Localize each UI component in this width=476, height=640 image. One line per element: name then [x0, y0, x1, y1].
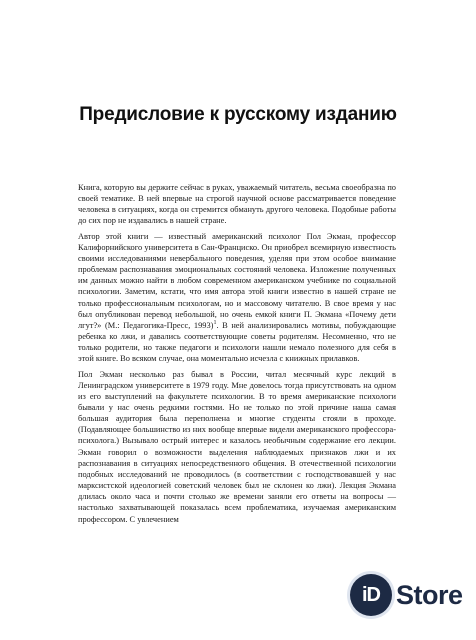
paragraph-2 — [78, 231, 396, 365]
paragraph-3: Пол Экман несколько раз бывал в России, читал месячный курс лекций в Ленинградском университете в 1979 году. Мне довелось тогда присутствовать на одном из его выступлений на факультете психологии. В то время американские психологи бывали у нас очень редкими гостями. Но не только по этой причине наша самая большая аудитория была переполнена и многие студенты стояли в проходе. (Подавляющее большинство из них вообще впервые видели американского профессора-психолога.) Вызывало острый интерес и казалось необычным содержание его лекции. Экман говорил о возможности выделения наблюдаемых признаков лжи и их распознавания в ситуациях непосредственного общения. В отечественной психологии подобных исследований не проводилось (в соответствии с господствовавшей у нас марксистской идеологией советский человек был не склонен ко лжи). Лекция Экмана длилась около часа и почти столько же времени заняли его ответы на вопросы — настолько захватывающей показалась всем проблематика, изучаемая американским профессором. С увлечением — [78, 369, 396, 524]
logo-wordmark: Store — [396, 579, 463, 610]
body-text — [78, 182, 396, 529]
paragraph-1: Книга, которую вы держите сейчас в руках, уважаемый читатель, весьма своеобразна по своей тематике. В ней впервые на строгой научной основе рассматривается поведение человека в ситуациях, когда он стремится обмануть другого человека. Подобные работы до сих пор не издавались в нашей стране. — [78, 183, 396, 226]
logo-badge: iD — [350, 574, 392, 616]
footnote-mark: 1 — [213, 320, 217, 327]
paragraph-2-text: Автор этой книги — известный американский психолог Пол Экман, профессор Калифорнийского университета в Сан-Франциско. Он приобрел всемирную известность своими исследованиями невербального поведения, уделяя при этом особое внимание проблемам распознавания эмоциональных состояний человека. Изложение полученных им данных можно найти в любом современном американском учебнике по социальной психологии. Заметим, кстати, что имя автора этой книги известно в нашей стране не только профессиональным психологам, но и массовому читателю. В свое время у нас был опубликован перевод небольшой, но очень емкой книги П. Экмана «Почему дети лгут?» (М.: Педагогика-Пресс, 1993) — [78, 231, 396, 330]
page-title: Предисловие к русскому изданию — [79, 104, 397, 125]
idstore-logo — [350, 574, 463, 616]
paragraph-2-tail: . В ней анализировались мотивы, побуждающие ребенка ко лжи, и давались соответствующие советы родителям. Несомненно, что не только родители, но также педагоги и психологи нашли немало полезного для себя в этой книге. Во всяком случае, она моментально исчезла с книжных прилавков. — [78, 320, 396, 364]
